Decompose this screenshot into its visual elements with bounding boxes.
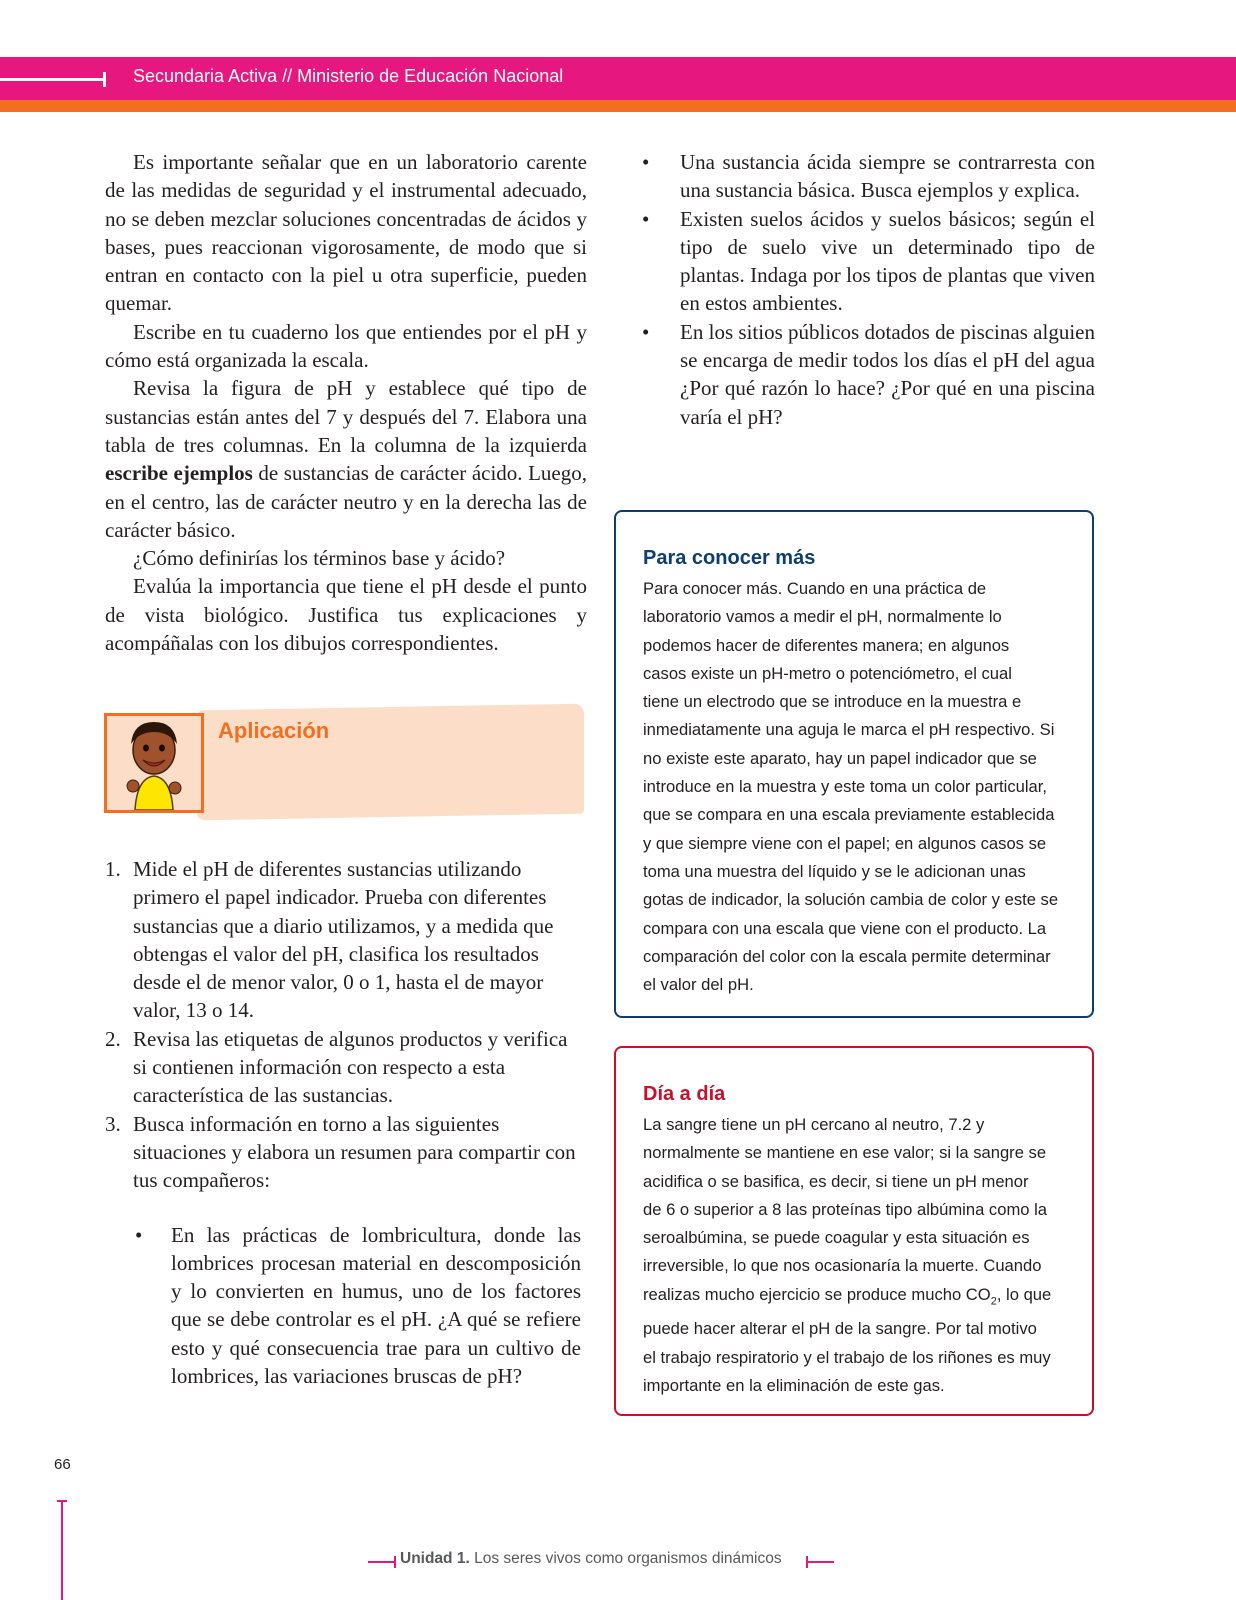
footer-decor-vline — [61, 1500, 63, 1600]
paragraph-table — [105, 374, 587, 544]
text-line: laboratorio vamos a medir el pH, normalmente lo — [643, 607, 1002, 627]
header-decor-line — [0, 78, 105, 81]
text-line: La sangre tiene un pH cercano al neutro, 7.2 y — [643, 1115, 985, 1134]
footer-decor-tick-right — [806, 1556, 808, 1568]
text-line: el valor del pH. — [643, 975, 754, 995]
header-title: Secundaria Activa // Ministerio de Educación Nacional — [133, 66, 564, 86]
student-illustration-icon — [107, 716, 201, 810]
text-line: no existe este aparato, hay un papel indicador que se — [643, 748, 1037, 768]
text-line: tiene un electrodo que se introduce en la muestra e — [643, 692, 1022, 712]
para-conocer-mas-box — [614, 510, 1094, 1018]
dia-a-dia-text — [643, 1111, 1083, 1400]
text-line: introduce en la muestra y este toma un color particular, — [643, 777, 1047, 797]
text-line: Para conocer más. Cuando en una práctica de — [643, 579, 987, 598]
paragraph-table-end: de sustancias de carácter ácido. Luego, en el centro, las de carácter neutro y en la derecha las de carácter básico. — [105, 461, 587, 542]
list-item-text: En los sitios públicos dotados de piscinas alguien se encarga de medir todos los días el pH del agua ¿Por qué razón lo hace? ¿Por qué en una piscina varía el pH? — [680, 319, 1095, 429]
text-line: comparación del color con la escala permite determinar — [643, 946, 1051, 966]
list-item — [642, 205, 1095, 318]
text-line: toma una muestra del líquido y se le adicionan unas — [643, 861, 1026, 881]
right-bullet-list — [642, 148, 1095, 431]
text-line: seroalbúmina, se puede coagular y esta situación es — [643, 1228, 1030, 1248]
paragraph-evaluate: Evalúa la importancia que tiene el pH desde el punto de vista biológico. Justifica tus explicaciones y acompáñalas con los dibujos correspondientes. — [105, 574, 587, 656]
bullet-icon: • — [642, 319, 650, 344]
text-line: de 6 o superior a 8 las proteínas tipo albúmina como la — [643, 1199, 1048, 1219]
list-item-text: Revisa las etiquetas de algunos productos y verifica si contienen información con respecto a esta característica de las sustancias. — [133, 1026, 568, 1108]
footer-decor-vtick — [57, 1500, 67, 1502]
item-number: 3. — [105, 1111, 121, 1136]
text-line: irreversible, lo que nos ocasionaría la muerte. Cuando — [643, 1256, 1042, 1276]
list-item — [105, 855, 581, 1025]
dia-a-dia-title: Día a día — [643, 1083, 726, 1105]
aplicacion-sub-list — [133, 1221, 581, 1391]
list-item — [642, 318, 1095, 431]
list-item — [133, 1221, 581, 1391]
footer-decor-tick-left — [394, 1556, 396, 1568]
para-conocer-mas-title: Para conocer más — [643, 547, 816, 569]
text-line: que se compara en una escala previamente establecida — [643, 805, 1055, 825]
text-line: importante en la eliminación de este gas. — [643, 1375, 945, 1395]
footer-decor-line-left — [368, 1561, 396, 1563]
text-line: casos existe un pH-metro o potenciómetro, el cual — [643, 663, 1012, 683]
footer-unit-title — [400, 1550, 782, 1568]
co2-text-start: realizas mucho ejercicio se produce mucho CO — [643, 1284, 991, 1304]
header-decor-tick — [103, 72, 106, 87]
list-item-text: Mide el pH de diferentes sustancias utilizando primero el papel indicador. Prueba con diferentes sustancias que a diario utilizamos, y a medida que obtengas el valor del pH, clasifica los resultados desde el de menor valor, 0 o 1, hasta el de mayor valor, 13 o 14. — [133, 857, 554, 1023]
para-conocer-mas-text — [643, 575, 1083, 999]
list-item-text: Existen suelos ácidos y suelos básicos; según el tipo de suelo vive un determinado tipo de plantas. Indaga por los tipos de plantas que viven en estos ambientes. — [680, 206, 1095, 316]
list-item-text: En las prácticas de lombricultura, donde las lombrices procesan material en descomposición y lo convierten en humus, uno de los factores que se debe controlar es el pH. ¿A qué se refiere esto y qué consecuencia trae para un cultivo de lombrices, las variaciones bruscas de pH? — [171, 1222, 581, 1389]
text-line: inmediatamente una aguja le marca el pH respectivo. Si — [643, 720, 1055, 740]
aplicacion-title: Aplicación — [218, 718, 330, 743]
footer-unit-label: Unidad 1. — [400, 1550, 470, 1567]
text-line: acidifica o se basifica, es decir, si tiene un pH menor — [643, 1171, 1029, 1191]
text-line: gotas de indicador, la solución cambia de color y este se — [643, 890, 1059, 910]
item-number: 1. — [105, 857, 121, 881]
paragraph-ph-scale: Escribe en tu cuaderno los que entiendes por el pH y cómo está organizada la escala. — [105, 319, 587, 373]
student-avatar-icon — [104, 713, 204, 813]
list-item — [105, 1025, 581, 1110]
footer-unit-name: Los seres vivos como organismos dinámicos — [469, 1550, 782, 1567]
text-line: y que siempre viene con el papel; en algunos casos se — [643, 833, 1047, 853]
text-line: podemos hacer de diferentes manera; en algunos — [643, 635, 1010, 655]
item-number: 2. — [105, 1026, 121, 1051]
aplicacion-numbered-list — [105, 855, 581, 1390]
co2-subscript: 2 — [990, 1295, 997, 1308]
text-line: compara con una escala que viene con el producto. La — [643, 918, 1047, 938]
header-orange-strip — [0, 100, 1236, 112]
text-line-co2 — [643, 1281, 1083, 1316]
list-item-text: Busca información en torno a las siguientes situaciones y elabora un resumen para compartir con tus compañeros: — [133, 1111, 576, 1193]
paragraph-safety: Es importante señalar que en un laboratorio carente de las medidas de seguridad y el instrumental adecuado, no se deben mezclar soluciones concentradas de ácidos y bases, pues reaccionan vigorosamente, de modo que si entran en contacto con la piel u otra superficie, pueden quemar. — [105, 150, 587, 316]
page-number: 66 — [54, 1456, 71, 1473]
bullet-icon: • — [135, 1222, 143, 1247]
paragraph-question: ¿Cómo definirías los términos base y ácido? — [133, 546, 506, 571]
co2-text-end: , lo que — [996, 1284, 1052, 1304]
paragraph-table-bold: escribe ejemplos — [105, 461, 253, 486]
text-line: normalmente se mantiene en ese valor; si la sangre se — [643, 1143, 1047, 1163]
bullet-icon: • — [642, 206, 650, 231]
dia-a-dia-box — [614, 1046, 1094, 1416]
left-column-text — [105, 148, 587, 657]
text-line: puede hacer alterar el pH de la sangre. Por tal motivo — [643, 1319, 1037, 1339]
list-item-text: Una sustancia ácida siempre se contrarresta con una sustancia básica. Busca ejemplos y explica. — [680, 150, 1095, 203]
list-item — [642, 148, 1095, 205]
footer-decor-line-right — [806, 1561, 834, 1563]
bullet-icon: • — [642, 150, 650, 174]
list-item — [105, 1110, 581, 1391]
paragraph-table-start: Revisa la figura de pH y establece qué tipo de sustancias están antes del 7 y después del 7. Elabora una tabla de tres columnas. En la columna de la izquierda — [105, 376, 587, 457]
text-line: el trabajo respiratorio y el trabajo de los riñones es muy — [643, 1347, 1051, 1367]
